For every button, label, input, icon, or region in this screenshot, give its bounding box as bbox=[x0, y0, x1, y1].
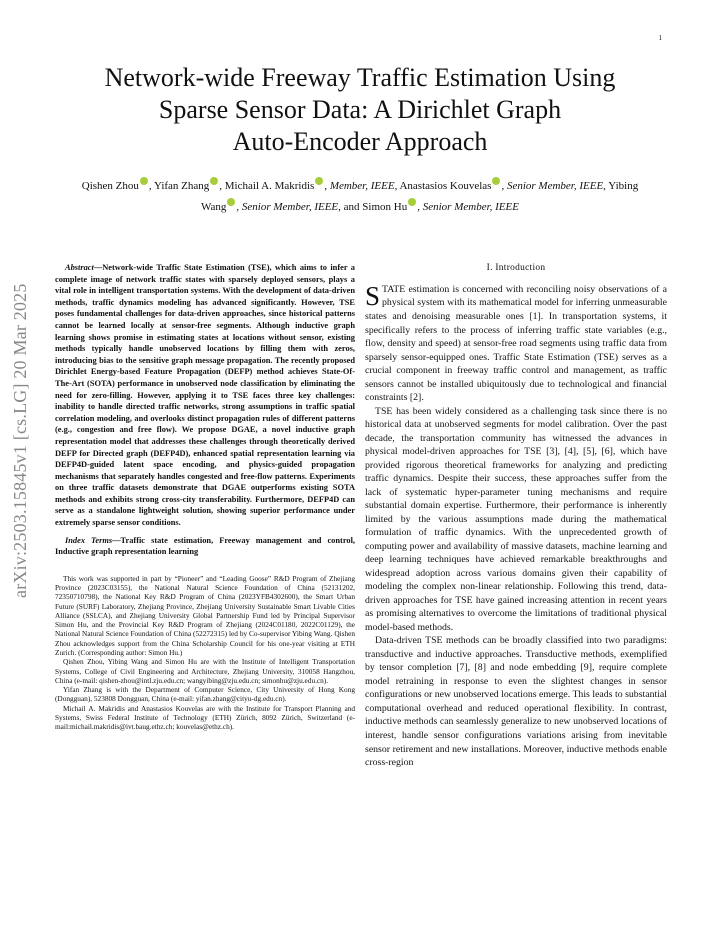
author-name: Michail A. Makridis bbox=[224, 180, 315, 192]
page-number: 1 bbox=[658, 34, 662, 42]
left-column bbox=[55, 262, 355, 731]
intro-paragraph bbox=[365, 280, 667, 405]
author-membership: Member, IEEE, bbox=[329, 180, 398, 192]
drop-cap: S bbox=[365, 280, 381, 311]
author-name: Anastasios Kouvelas bbox=[399, 180, 492, 192]
title-line: Auto-Encoder Approach bbox=[232, 127, 488, 157]
title-line: Network-wide Freeway Traffic Estimation Using bbox=[104, 63, 616, 92]
abstract-label: Abstract bbox=[65, 263, 94, 272]
author-membership: Senior Member, IEEE bbox=[422, 201, 519, 214]
author-name: Simon Hu bbox=[362, 201, 408, 214]
index-terms bbox=[55, 535, 355, 558]
paragraph-text: TATE estimation is concerned with reconciling noisy observations of a physical system with its mathematical model for inferring unmeasurable states and denoising measurable ones [1]. In transportation systems, it specifically refers to the process of inferring traffic state variables (e.g., flow, density and speed) at sensor-free road segments using traffic data from sparsely sensor-equipped ones. Traffic State Estimation (TSE) serves as a crucial component in freeway traffic control and management, as traffic sensors cannot be installed ubiquitously due to technological and financial constraints [2]. bbox=[365, 283, 667, 404]
author-name: Yifan Zhang bbox=[153, 180, 210, 192]
orcid-icon[interactable] bbox=[408, 198, 416, 206]
intro-paragraph: Data-driven TSE methods can be broadly classified into two paradigms: transductive and inductive approaches. Transductive methods, exemplified by tensor completion [7], [8] and node embedding [9], require complete model retraining in response to even the slightest changes in sensor configurations or new unobserved locations emerge. This leads to substantial computational overhead and reduced operational flexibility. In contrast, inductive methods can seamlessly generalize to new unobserved locations of interest, handle sensor configurations variations arising from inevitable sensor retirement and new installations. Moreover, inductive methods enable cross-region bbox=[365, 635, 667, 769]
author-list: Qishen Zhou , Yifan Zhang , Michail A. Makridis , Member, IEEE, Anastasios Kouvelas , Senior Member, IEEE, Yibing Wang , Senior Member, IEEE, and Simon Hu , Senior Member, IEEE bbox=[80, 176, 640, 219]
funding-footnote: This work was supported in part by “Pioneer” and “Leading Goose” R&D Program of Zhejiang Province (2023C03155), the National Natural Science Foundation of China (52131202, 72350710798), the National Key R&D Program of China (2023YFB4302600), the Smart Urban Future (SURF) Laboratory, Zhejiang Province, Zhejiang University Sustainable Smart Livable Cities Alliance (SSLCA), and Zhejiang University Global Partnership Fund led by Principal Supervisor Simon Hu, and the Provincial Key R&D Program of Zhejiang (2024C01180, 2022C01129), the National Natural Science Foundation of China (52272315) led by Co-supervisor Yibing Wang. Qishen Zhou acknowledges support from the China Scholarship Council for his one-year visiting at ETH Zurich. (Corresponding author: Simon Hu.) bbox=[55, 573, 355, 657]
author-membership: Senior Member, IEEE, bbox=[506, 180, 606, 192]
author-conjunction: and bbox=[343, 201, 360, 214]
paper-title bbox=[60, 62, 660, 159]
author-name: Yibing Wang bbox=[201, 180, 639, 214]
right-column bbox=[365, 262, 667, 770]
orcid-icon[interactable] bbox=[492, 177, 500, 185]
orcid-icon[interactable] bbox=[315, 177, 323, 185]
intro-paragraph: TSE has been widely considered as a challenging task since there is no historical data at unobserved segments for model calibration. Over the past decade, the transportation community has witnessed the advances in physical model-driven approaches for TSE [3], [4], [5], [6], which have provided rigorous theoretical frameworks for analyzing and predicting traffic dynamics. Despite their success, these approaches suffer from the lack of systematic hyper-parameter tuning mechanisms and require substantial domain expertise. Furthermore, their performance is inherently limited by the various assumptions made during the mathematical formulation of traffic dynamics. With the unprecedented growth of computing power and availability of massive datasets, machine learning and deep learning techniques have achieved remarkable breakthroughs and widespread adoption across various domains given their capability of modeling the complex non-linear relationship. Following this trend, data-driven approaches for TSE have gained increasing attention in recent years as promising alternatives to overcome the limitations of traditional physical model-based methods. bbox=[365, 405, 667, 633]
affiliation-footnote: Yifan Zhang is with the Department of Computer Science, City University of Hong Kong (Dongguan), 523808 Dongguan, China (e-mail: yifan.zhang@cityu-dg.edu.cn). bbox=[55, 685, 355, 704]
author-name: Qishen Zhou bbox=[81, 180, 139, 192]
footnotes bbox=[55, 574, 355, 732]
orcid-icon[interactable] bbox=[210, 177, 218, 185]
orcid-icon[interactable] bbox=[140, 177, 148, 185]
affiliation-footnote: Michail A. Makridis and Anastasios Kouvelas are with the Institute for Transport Planning and Systems, Swiss Federal Institute of Technology (ETH) Zürich, 8092 Zürich, Switzerland (e-mail:michail.makridis@ivt.baug.ethz.ch; kouvelas@ethz.ch). bbox=[55, 703, 355, 732]
abstract-text: —Network-wide Traffic State Estimation (TSE), which aims to infer a complete image of network traffic states with sparsely deployed sensors, plays a vital role in intelligent transportation systems. With the development of data-driven methods, traffic dynamics modeling has advanced significantly. However, TSE poses fundamental challenges for data-driven approaches, since historical patterns cannot be learned locally at sensor-free segments. Although inductive graph learning shows promise in estimating states at locations without sensor, existing methods typically handle unobserved locations by filling them with zeros, introducing bias to the sensitive graph message propagation. The recently proposed Dirichlet Energy-based Feature Propagation (DEFP) method achieves State-Of-The-Art (SOTA) performance in unobserved node classification by eliminating the need for zero-filling. However, applying it to TSE faces three key challenges: inability to handle directed traffic networks, strong assumptions in traffic spatial correlation modeling, and overlooks distinct propagation rules of different patterns (e.g., congestion and free flow). We propose DGAE, a novel inductive graph representation model that addresses these challenges through theoretically derived DEFP for Directed graph (DEFP4D), enhanced spatial representation learning via DEFP4D-guided latent space encoding, and physics-guided propagation mechanisms that separately handles congested and free-flow patterns. Experiments on three traffic datasets demonstrate that DGAE outperforms existing SOTA methods and exhibits strong cross-city transferability. Furthermore, DEFP4D can serve as a standalone lightweight solution, showing superior performance under extremely sparse sensor conditions. bbox=[55, 263, 355, 528]
index-terms-text: —Traffic state estimation, Freeway management and control, Inductive graph representation learning bbox=[55, 535, 355, 557]
index-terms-label: Index Terms bbox=[65, 535, 113, 545]
affiliation-footnote: Qishen Zhou, Yibing Wang and Simon Hu are with the Institute of Intelligent Transportation Systems, College of Civil Engineering and Architecture, Zhejiang University, 310058 Hangzhou, China (e-mail: qishen-zhou@intl.zju.edu.cn; wangyibing@zju.edu.cn; simonhu@zju.edu.cn). bbox=[55, 657, 355, 685]
abstract bbox=[55, 262, 355, 529]
title-line: Sparse Sensor Data: A Dirichlet Graph bbox=[158, 95, 562, 125]
author-membership: Senior Member, IEEE, bbox=[241, 201, 341, 214]
arxiv-identifier: arXiv:2503.15845v1 [cs.LG] 20 Mar 2025 bbox=[10, 283, 30, 598]
section-heading: I. Introduction bbox=[486, 263, 546, 273]
orcid-icon[interactable] bbox=[227, 198, 235, 206]
